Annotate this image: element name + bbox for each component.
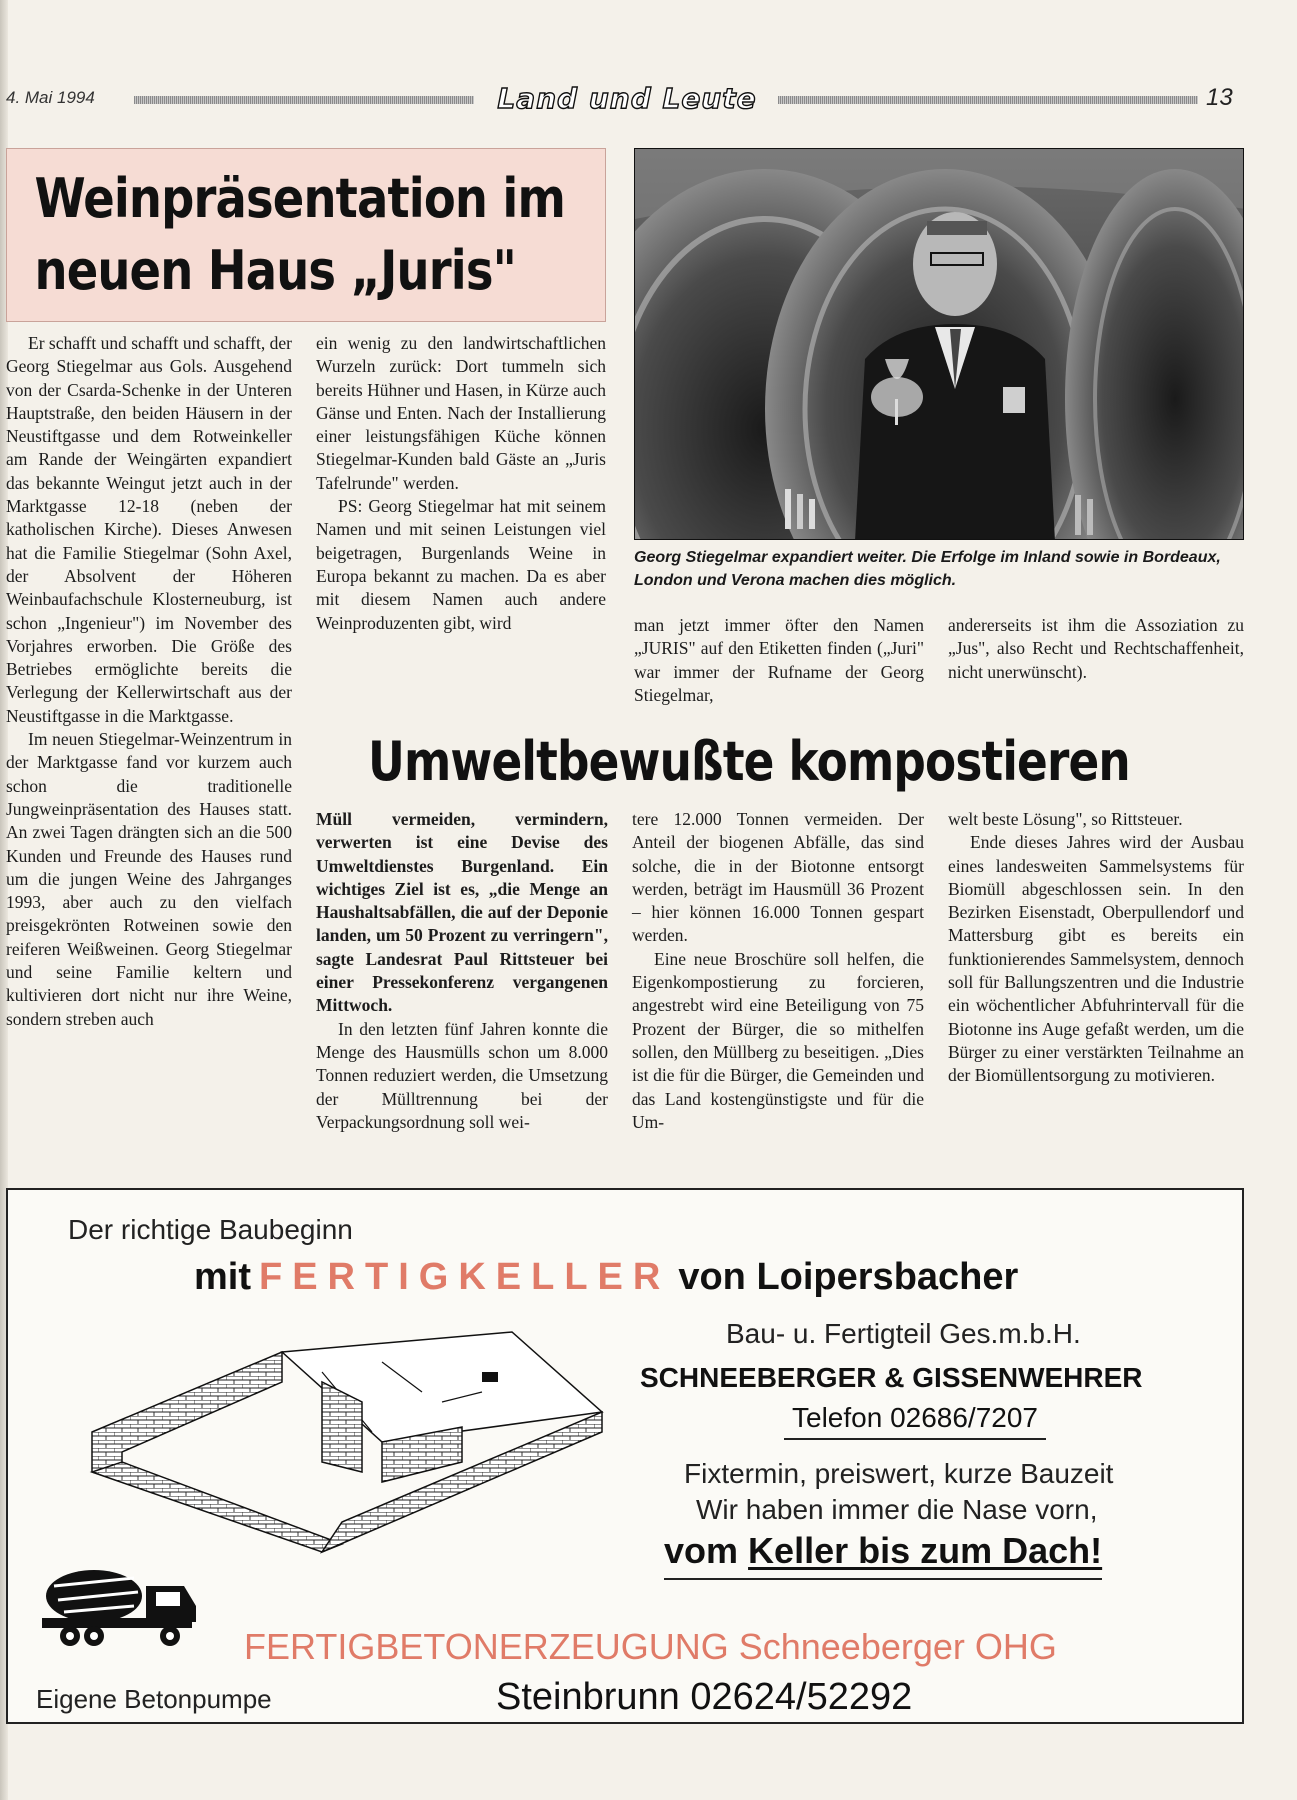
photo-caption: Georg Stiegelmar expandiert weiter. Die Erfolge im Inland sowie in Bordeaux, London und Verona machen dies möglich. <box>634 549 1221 589</box>
ad-slogan-1: Fixtermin, preiswert, kurze Bauzeit <box>684 1458 1114 1489</box>
article2-paragraph: Eine neue Broschüre soll helfen, die Eigenkompostierung zu forcieren, angestrebt wird eine Beteiligung von 75 Prozent der Bürger, die so mithelfen sollen, den Müllberg zu beseitigen. „Dies ist die für die Bürger, die Gemeinden und das Land kostengünstigste und für die Um- <box>632 948 924 1132</box>
masthead-rule-right <box>778 96 1198 104</box>
ad-slogan-3-underlined: Keller bis zum Dach! <box>748 1530 1103 1571</box>
article1-paragraph: PS: Georg Stiegelmar hat mit seinem Namen und mit seinen Leistungen viel beigetragen, Burgenlands Weine in Europa bekannt zu machen. Da es aber mit diesem Namen auch andere Weinproduzenten gibt, wird <box>316 496 606 633</box>
article1-paragraph: ein wenig zu den landwirtschaftlichen Wurzeln zurück: Dort tummeln sich bereits Hühner und Hasen, in Kürze auch Gänse und Enten. Nach der Installierung einer leistungsfähigen Küche können Stiegelmar-Kunden bald Gäste an „Juris Tafelrunde" werden. <box>316 333 606 493</box>
article1-paragraph: Im neuen Stiegelmar-Weinzentrum in der Marktgasse fand vor kurzem auch schon die traditionelle Jungweinpräsentation des Hauses statt. An zwei Tagen drängten sich an die 500 Kunden und Freunde des Hauses rund um die jungen Weine des Jahrganges 1993, aber auch zu den vielfach preisgekrönten Rotweinen sowie den reiferen Weißweinen. Georg Stiegelmar und seine Familie keltern und kultivieren dort nicht nur ihre Weine, sondern streben auch <box>6 729 292 1029</box>
masthead-rule-left <box>134 96 474 104</box>
issue-date: 4. Mai 1994 <box>6 88 95 107</box>
article1-headline-line2: neuen Haus „Juris" <box>34 239 516 302</box>
ad-concrete-phone: Steinbrunn 02624/52292 <box>496 1676 913 1718</box>
ad-tagline: Der richtige Baubeginn <box>68 1214 353 1245</box>
article2-paragraph: Ende dieses Jahres wird der Ausbau eines landesweiten Sammelsystems für Biomüll abgeschlossen sein. In den Bezirken Eisenstadt, Oberpullendorf und Mattersburg gibt es bereits ein funktionierendes Sammelsystem, dennoch soll für Ballungszentren und die Industrie ein wöchentlicher Abfuhrintervall für die Biotonne ins Auge gefaßt werden, um die Bürger zu einer verstärkten Teilnahme an der Biomüllentsorgung zu motivieren. <box>948 832 1244 1086</box>
article2-column-1 <box>316 808 608 1134</box>
article2-column-3 <box>948 808 1244 1088</box>
article1-column-2 <box>316 332 606 635</box>
ad-headline <box>194 1256 1018 1299</box>
article1-paragraph: man jetzt immer öfter den Namen „JURIS" auf den Etiketten finden („Juri" war immer der Rufname der Georg Stiegelmar, <box>634 615 924 705</box>
ad-company-type: Bau- u. Fertigteil Ges.m.b.H. <box>726 1318 1081 1349</box>
article1-column-1 <box>6 332 292 1031</box>
article1-column-3 <box>634 614 924 707</box>
ad-concrete-company: FERTIGBETONERZEUGUNG Schneeberger OHG <box>244 1626 1057 1667</box>
article2-column-2 <box>632 808 924 1134</box>
ad-slogan-2: Wir haben immer die Nase vorn, <box>696 1494 1098 1525</box>
ad-phone: Telefon 02686/7207 <box>784 1402 1046 1440</box>
article1-column-4 <box>948 614 1244 684</box>
masthead <box>6 84 1244 116</box>
prefab-cellar-drawing <box>82 1312 622 1562</box>
ad-slogan-3 <box>664 1530 1102 1580</box>
concrete-mixer-truck-icon <box>34 1556 204 1656</box>
article2-paragraph: tere 12.000 Tonnen vermeiden. Der Anteil der biogenen Abfälle, das sind solche, die in der Biotonne entsorgt werden, beträgt im Hausmüll 36 Prozent – hier können 16.000 Tonnen gespart werden. <box>632 809 924 946</box>
article1-paragraph: Er schafft und schafft und schafft, der Georg Stiegelmar aus Gols. Ausgehend von der Csarda-Schenke in der Unteren Hauptstraße, den beiden Häusern in der Neustiftgasse und dem Rotweinkeller am Rande der Weingärten expandiert das bekannte Weingut jetzt auch in der Marktgasse 12-18 (neben der katholischen Kirche). Dieses Anwesen hat die Familie Stiegelmar (Sohn Axel, der Absolvent der Höheren Weinbaufachschule Klosterneuburg, ist schon „Ingenieur") im November des Vorjahres erworben. Die Größe des Betriebes ermöglichte bereits die Verlegung der Kellerwirtschaft aus der Neustiftgasse in die Marktgasse. <box>6 333 292 726</box>
ad-company-name: SCHNEEBERGER & GISSENWEHRER <box>640 1362 1143 1393</box>
page-number: 13 <box>1206 84 1233 111</box>
article2-lead: Müll vermeiden, vermindern, verwerten ist eine Devise des Umweltdienstes Burgenland. Ein wichtiges Ziel ist es, „die Menge an Haushaltsabfällen, die auf der Deponie landen, um 50 Prozent zu verringern", sagte Landesrat Paul Rittsteuer bei einer Pressekonferenz vergangenen Mittwoch. <box>316 809 608 1016</box>
section-title: Land und Leute <box>497 82 757 115</box>
ad-headline-pre: mit <box>194 1256 251 1298</box>
article1-photo <box>634 148 1244 540</box>
article2-headline: Umweltbewußte kompostieren <box>368 730 1130 793</box>
wine-cellar-photo <box>635 149 1244 540</box>
article1-paragraph: andererseits ist ihm die Assoziation zu „Jus", also Recht und Rechtschaffenheit, nicht unerwünscht). <box>948 615 1244 682</box>
article1-headline <box>7 149 592 307</box>
ad-headline-accent: FERTIGKELLER <box>259 1256 671 1298</box>
advertisement <box>6 1188 1244 1724</box>
article2-paragraph: welt beste Lösung", so Rittsteuer. <box>948 809 1183 829</box>
article1-headline-box <box>6 148 606 322</box>
article1-headline-line1: Weinpräsentation im <box>34 167 566 230</box>
ad-concrete-pump: Eigene Betonpumpe <box>36 1684 272 1714</box>
article2-paragraph: In den letzten fünf Jahren konnte die Menge des Hausmülls schon um 8.000 Tonnen reduziert werden, die Umsetzung der Mülltrennung bei der Verpackungsordnung soll wei- <box>316 1018 608 1132</box>
ad-slogan-3-pre: vom <box>664 1530 739 1571</box>
ad-headline-post: von Loipersbacher <box>678 1256 1019 1298</box>
